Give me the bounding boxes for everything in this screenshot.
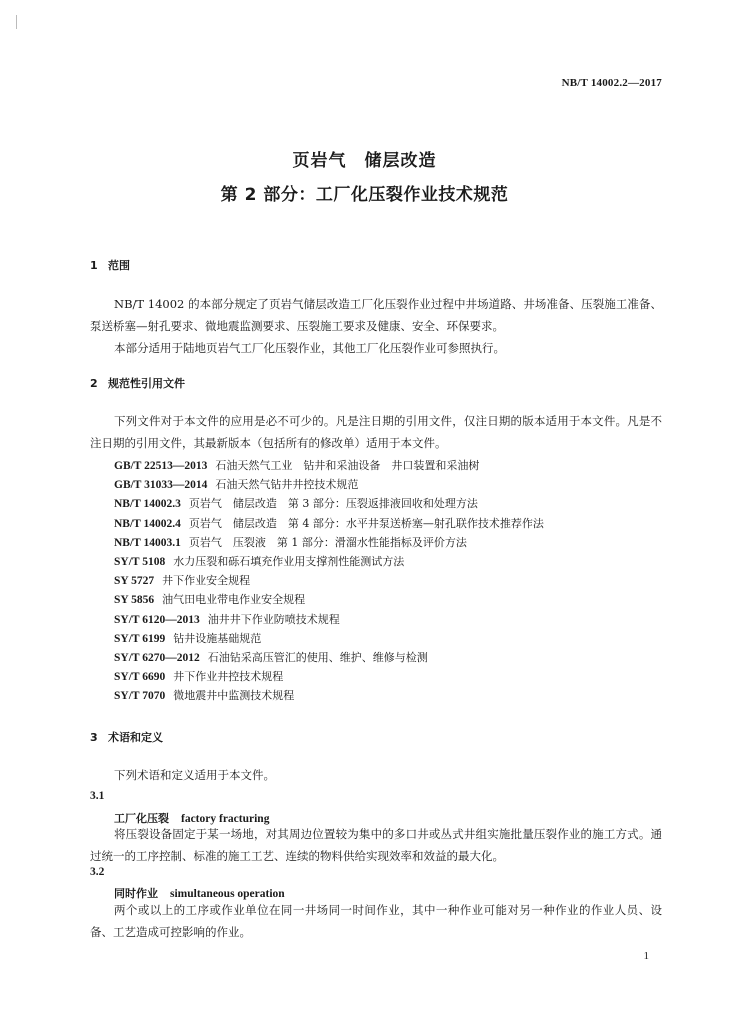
document-title-line1: 页岩气 储层改造 [292, 151, 437, 171]
reference-code: SY/T 6270—2012 [114, 651, 200, 664]
reference-title: 井下作业井控技术规程 [173, 670, 284, 684]
section-title: 范围 [108, 259, 130, 272]
reference-code: NB/T 14002.4 [114, 517, 181, 530]
section-1-paragraph-2: 本部分适用于陆地页岩气工厂化压裂作业，其他工厂化压裂作业可参照执行。 [114, 341, 505, 355]
reference-title: 油井井下作业防喷技术规程 [207, 612, 340, 626]
reference-title: 石油天然气钻井井控技术规范 [215, 478, 359, 492]
section-2-intro: 下列文件对于本文件的应用是必不可少的。凡是注日期的引用文件，仅注日期的版本适用于本文件。凡是不注日期的引用文件，其最新版本（包括所有的修改单）适用于本文件。 [90, 414, 662, 450]
term-name-en: simultaneous operation [170, 888, 285, 900]
term-definition: 将压裂设备固定于某一场地，对其周边位置较为集中的多口井或丛式井组实施批量压裂作业的施工方式。通过统一的工序控制、标准的施工工艺、连续的物料供给实现效率和效益的最大化。 [90, 827, 662, 863]
reference-code: GB/T 22513—2013 [114, 460, 208, 472]
list-item [114, 514, 544, 533]
reference-title: 页岩气 压裂液 第 1 部分：滑溜水性能指标及评价方法 [188, 535, 467, 549]
reference-code: NB/T 14003.1 [114, 536, 181, 549]
term-name-cn: 工厂化压裂 [114, 812, 169, 825]
reference-title: 钻井设施基础规范 [173, 631, 262, 645]
reference-code: GB/T 31033—2014 [114, 479, 208, 492]
reference-code: SY/T 7070 [114, 690, 166, 703]
term-name-en: factory fracturing [181, 813, 270, 825]
reference-code: SY/T 6120—2013 [114, 613, 200, 626]
reference-title: 微地震井中监测技术规程 [173, 689, 295, 703]
section-number: 2 [90, 377, 98, 390]
reference-title: 页岩气 储层改造 第 3 部分：压裂返排液回收和处理方法 [188, 497, 478, 511]
term-number: 3.1 [90, 790, 105, 802]
reference-code: SY/T 5108 [114, 555, 166, 568]
reference-title: 油气田电业带电作业安全规程 [162, 593, 306, 607]
reference-title: 水力压裂和砾石填充作业用支撑剂性能测试方法 [173, 554, 405, 568]
reference-title: 石油钻采高压管汇的使用、维护、维修与检测 [207, 650, 428, 664]
section-1-paragraph-1: NB/T 14002 的本部分规定了页岩气储层改造工厂化压裂作业过程中井场道路、井场准备、压裂施工准备、泵送桥塞—射孔要求、微地震监测要求、压裂施工要求及健康、安全、环保要求。 [90, 297, 662, 333]
term-definition: 两个或以上的工序或作业单位在同一井场同一时间作业，其中一种作业可能对另一种作业的作业人员、设备、工艺造成可控影响的作业。 [90, 903, 662, 939]
page-number: 1 [643, 950, 649, 962]
list-item [114, 629, 544, 648]
document-title-line2: 第 2 部分：工厂化压裂作业技术规范 [220, 185, 509, 205]
section-3-heading [90, 729, 163, 745]
section-number: 3 [90, 731, 98, 744]
reference-code: NB/T 14002.3 [114, 498, 181, 511]
reference-title: 页岩气 储层改造 第 4 部分：水平井泵送桥塞—射孔联作技术推荐作法 [188, 516, 544, 530]
list-item [114, 571, 544, 590]
list-item [114, 667, 544, 686]
list-item [114, 533, 544, 552]
reference-code: SY 5727 [114, 575, 155, 588]
term-number: 3.2 [90, 866, 105, 878]
reference-code: SY/T 6690 [114, 671, 166, 684]
list-item [114, 552, 544, 571]
list-item [114, 494, 544, 513]
term-name-cn: 同时作业 [114, 887, 158, 900]
section-3-intro: 下列术语和定义适用于本文件。 [114, 768, 275, 782]
section-title: 规范性引用文件 [108, 377, 185, 390]
list-item [114, 475, 544, 494]
standard-code: NB/T 14002.2—2017 [561, 77, 662, 89]
reference-title: 井下作业安全规程 [162, 574, 251, 588]
reference-title: 石油天然气工业 钻井和采油设备 井口装置和采油树 [215, 459, 480, 472]
scan-margin-mark [16, 15, 20, 29]
section-1-heading [90, 257, 130, 273]
list-item [114, 648, 544, 667]
section-2-heading [90, 375, 185, 391]
section-title: 术语和定义 [108, 731, 163, 744]
reference-code: SY/T 6199 [114, 632, 166, 645]
list-item [114, 590, 544, 609]
section-number: 1 [90, 259, 98, 272]
list-item [114, 610, 544, 629]
reference-code: SY 5856 [114, 594, 155, 607]
list-item [114, 456, 544, 475]
reference-list [114, 456, 544, 705]
list-item [114, 686, 544, 705]
